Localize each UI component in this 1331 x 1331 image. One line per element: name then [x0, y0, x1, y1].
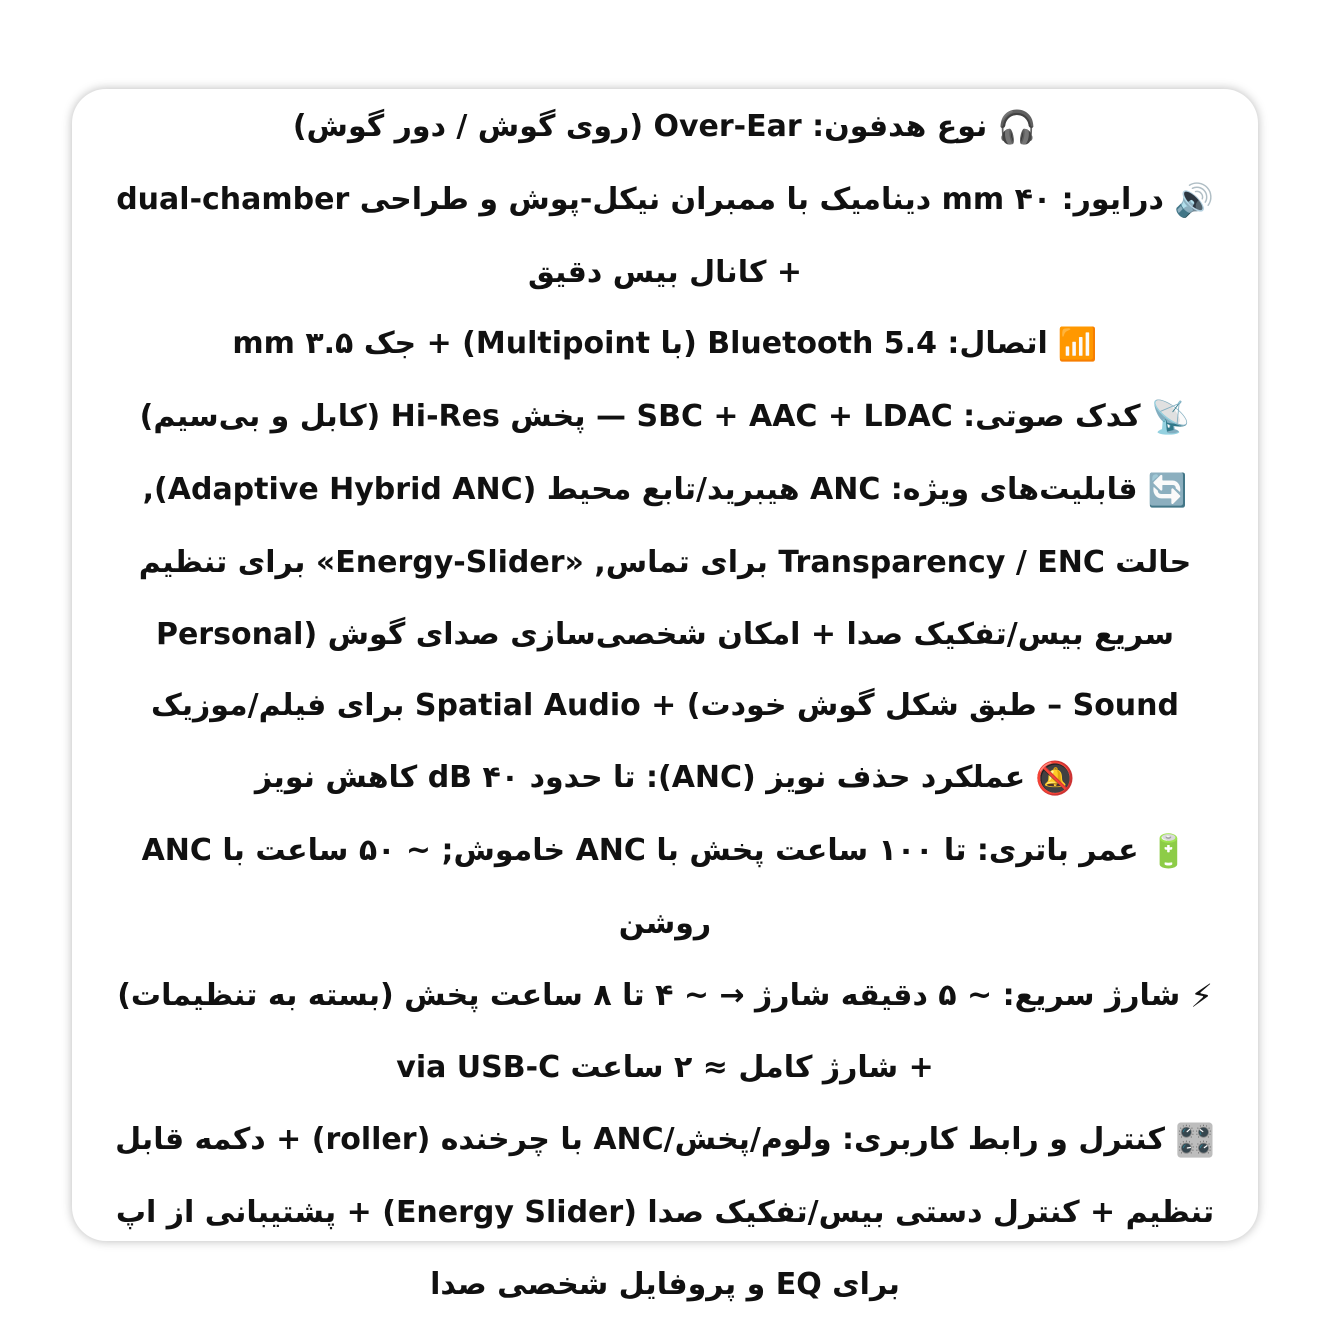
- spec-text: درایور: ۴۰ mm دینامیک با ممبران نیکل-پوش و طراحی dual-chamber + کانال بیس دقیق: [116, 181, 1164, 290]
- spec-text: نوع هدفون: Over-Ear (روی گوش / دور گوش): [292, 109, 988, 144]
- spec-driver: [112, 164, 1218, 309]
- spec-connectivity: [112, 308, 1218, 381]
- spec-codec: [112, 381, 1218, 454]
- control-knobs-icon: 🎛️: [1175, 1121, 1215, 1160]
- spec-text: عمر باتری: تا ۱۰۰ ساعت پخش با ANC خاموش; ~ ۵۰ ساعت با ANC روشن: [141, 832, 1139, 941]
- lightning-icon: ⚡: [1190, 976, 1213, 1015]
- spec-card: [72, 89, 1258, 1302]
- spec-list: [112, 91, 1218, 1321]
- speaker-icon: 🔊: [1173, 180, 1214, 219]
- spec-anc: [112, 742, 1218, 815]
- spec-type: [112, 91, 1218, 164]
- spec-text: کنترل و رابط کاربری: ولوم/پخش/ANC با چرخنده (roller) + دکمه قابل تنظیم + کنترل دستی بیس/تفکیک صدا (Energy Slider) + پشتیبانی از اپ برای EQ و پروفایل شخصی صدا: [115, 1122, 1215, 1302]
- spec-controls: [112, 1104, 1218, 1320]
- signal-bars-icon: 📶: [1057, 325, 1098, 364]
- battery-icon: 🔋: [1148, 831, 1189, 870]
- spec-text: اتصال: Bluetooth 5.4 (با Multipoint) + جک ۳.۵ mm: [232, 326, 1048, 362]
- spec-text: شارژ سریع: ~ ۵ دقیقه شارژ → ~ ۴ تا ۸ ساعت پخش (بسته به تنظیمات) + شارژ کامل ≈ ۲ ساعت via USB-C: [117, 977, 1181, 1086]
- spec-fast-charge: [112, 960, 1218, 1105]
- satellite-dish-icon: 📡: [1150, 398, 1191, 437]
- repeat-arrows-icon: 🔄: [1147, 470, 1188, 509]
- spec-text: عملکرد حذف نویز (ANC): تا حدود ۴۰ dB کاهش نویز: [254, 760, 1026, 796]
- muted-bell-icon: 🔕: [1035, 759, 1076, 798]
- spec-text: کدک صوتی: SBC + AAC + LDAC — پخش Hi-Res (کابل و بی‌سیم): [139, 399, 1141, 435]
- spec-text: قابلیت‌های ویژه: ANC هیبرید/تابع محیط (Adaptive Hybrid ANC), حالت Transparency / ENC برای تماس, «Energy-Slider» برای تنظیم سریع بیس/تفکیک صدا + امکان شخصی‌سازی صدای گوش (Personal Sound – طبق شکل گوش خودت) + Spatial Audio برای فیلم/موزیک: [138, 471, 1192, 724]
- spec-battery: [112, 815, 1218, 960]
- spec-features: [112, 454, 1218, 742]
- headphones-icon: 🎧: [997, 108, 1038, 146]
